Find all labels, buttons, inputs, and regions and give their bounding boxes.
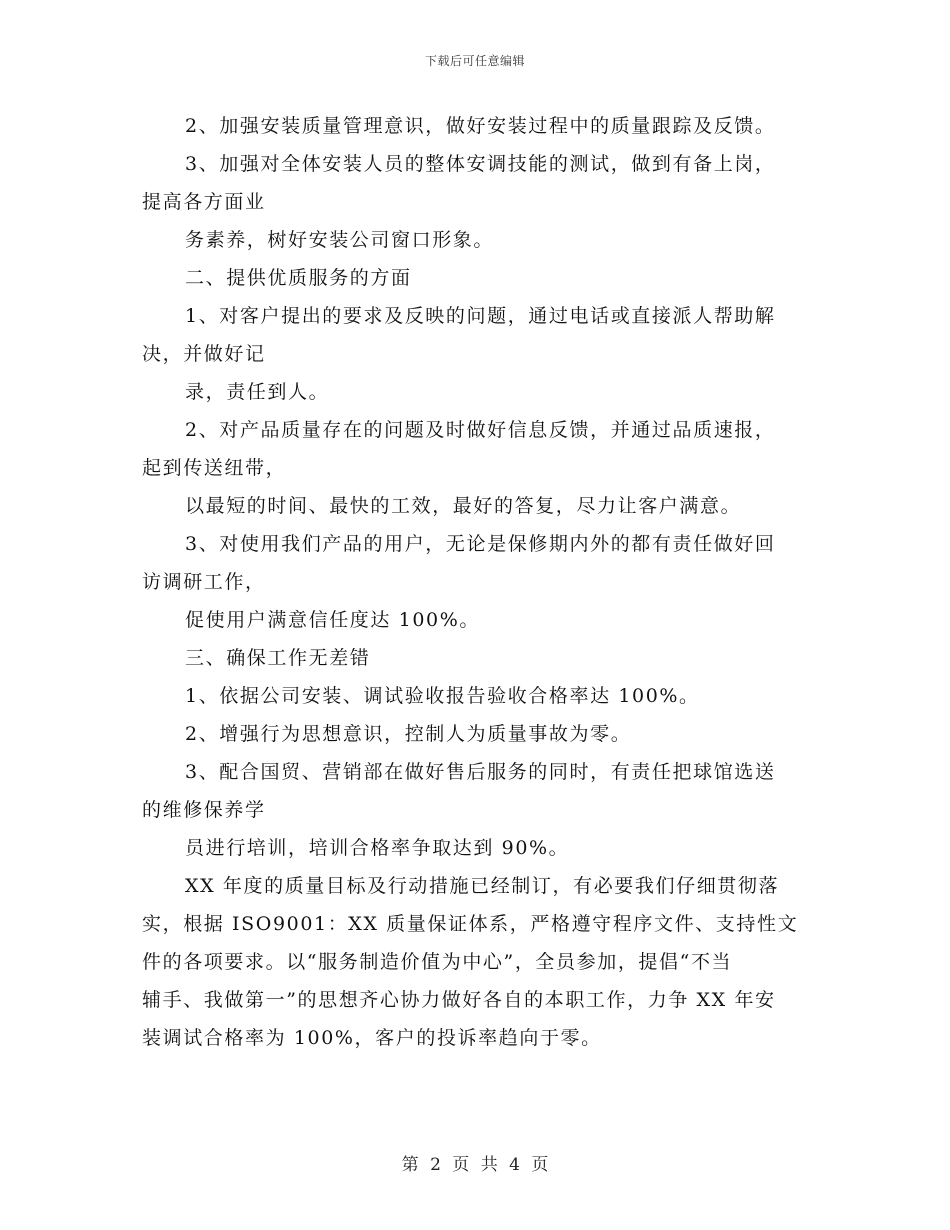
page-number-footer: [0, 1150, 950, 1175]
paragraph-line: 实，根据 ISO9001：XX 质量保证体系，严格遵守程序文件、支持性文: [142, 913, 799, 935]
total-page-count: 4: [509, 1155, 520, 1175]
text-line: 提高各方面业: [142, 191, 266, 213]
text-line: 1、依据公司安装、调试验收报告验收合格率达 100%。: [185, 685, 700, 707]
text-line: 1、对客户提出的要求及反映的问题，通过电话或直接派人帮助解: [185, 305, 776, 327]
text-line: 务素养，树好安装公司窗口形象。: [185, 229, 495, 251]
text-line: 决，并做好记: [142, 343, 266, 365]
text-line: 促使用户满意信任度达 100%。: [185, 609, 480, 631]
text-line: 3、对使用我们产品的用户，无论是保修期内外的都有责任做好回: [185, 533, 776, 555]
section-heading: 二、提供优质服务的方面: [185, 267, 412, 289]
text-line: 以最短的时间、最快的工效，最好的答复，尽力让客户满意。: [185, 495, 742, 517]
paragraph-line: 装调试合格率为 100%，客户的投诉率趋向于零。: [142, 1027, 602, 1049]
text-line: 2、加强安装质量管理意识，做好安装过程中的质量跟踪及反馈。: [185, 115, 776, 137]
page-header: 下载后可任意编辑: [424, 54, 525, 68]
paragraph-line: XX 年度的质量目标及行动措施已经制订，有必要我们仔细贯彻落: [185, 875, 780, 897]
current-page-number: 2: [430, 1155, 441, 1175]
text-line: 起到传送纽带，: [142, 457, 287, 479]
section-heading: 三、确保工作无差错: [185, 647, 371, 669]
paragraph-line: 件的各项要求。以“服务制造价值为中心”，全员参加，提倡“不当: [142, 951, 733, 973]
text-line: 录，责任到人。: [185, 381, 330, 403]
text-line: 员进行培训，培训合格率争取达到 90%。: [185, 837, 570, 859]
text-line: 3、加强对全体安装人员的整体安调技能的测试，做到有备上岗，: [185, 153, 776, 175]
footer-suffix: 页: [531, 1155, 549, 1175]
document-body: [142, 107, 810, 1057]
footer-total-label: 共: [480, 1155, 498, 1175]
text-line: 访调研工作，: [142, 571, 266, 593]
text-line: 3、配合国贸、营销部在做好售后服务的同时，有责任把球馆选送: [185, 761, 776, 783]
text-line: 的维修保养学: [142, 799, 266, 821]
paragraph-line: 辅手、我做第一”的思想齐心协力做好各自的本职工作，力争 XX 年安: [142, 989, 776, 1011]
footer-page-label: 页: [452, 1155, 470, 1175]
text-line: 2、对产品质量存在的问题及时做好信息反馈，并通过品质速报，: [185, 419, 776, 441]
footer-prefix: 第: [401, 1155, 419, 1175]
text-line: 2、增强行为思想意识，控制人为质量事故为零。: [185, 723, 632, 745]
